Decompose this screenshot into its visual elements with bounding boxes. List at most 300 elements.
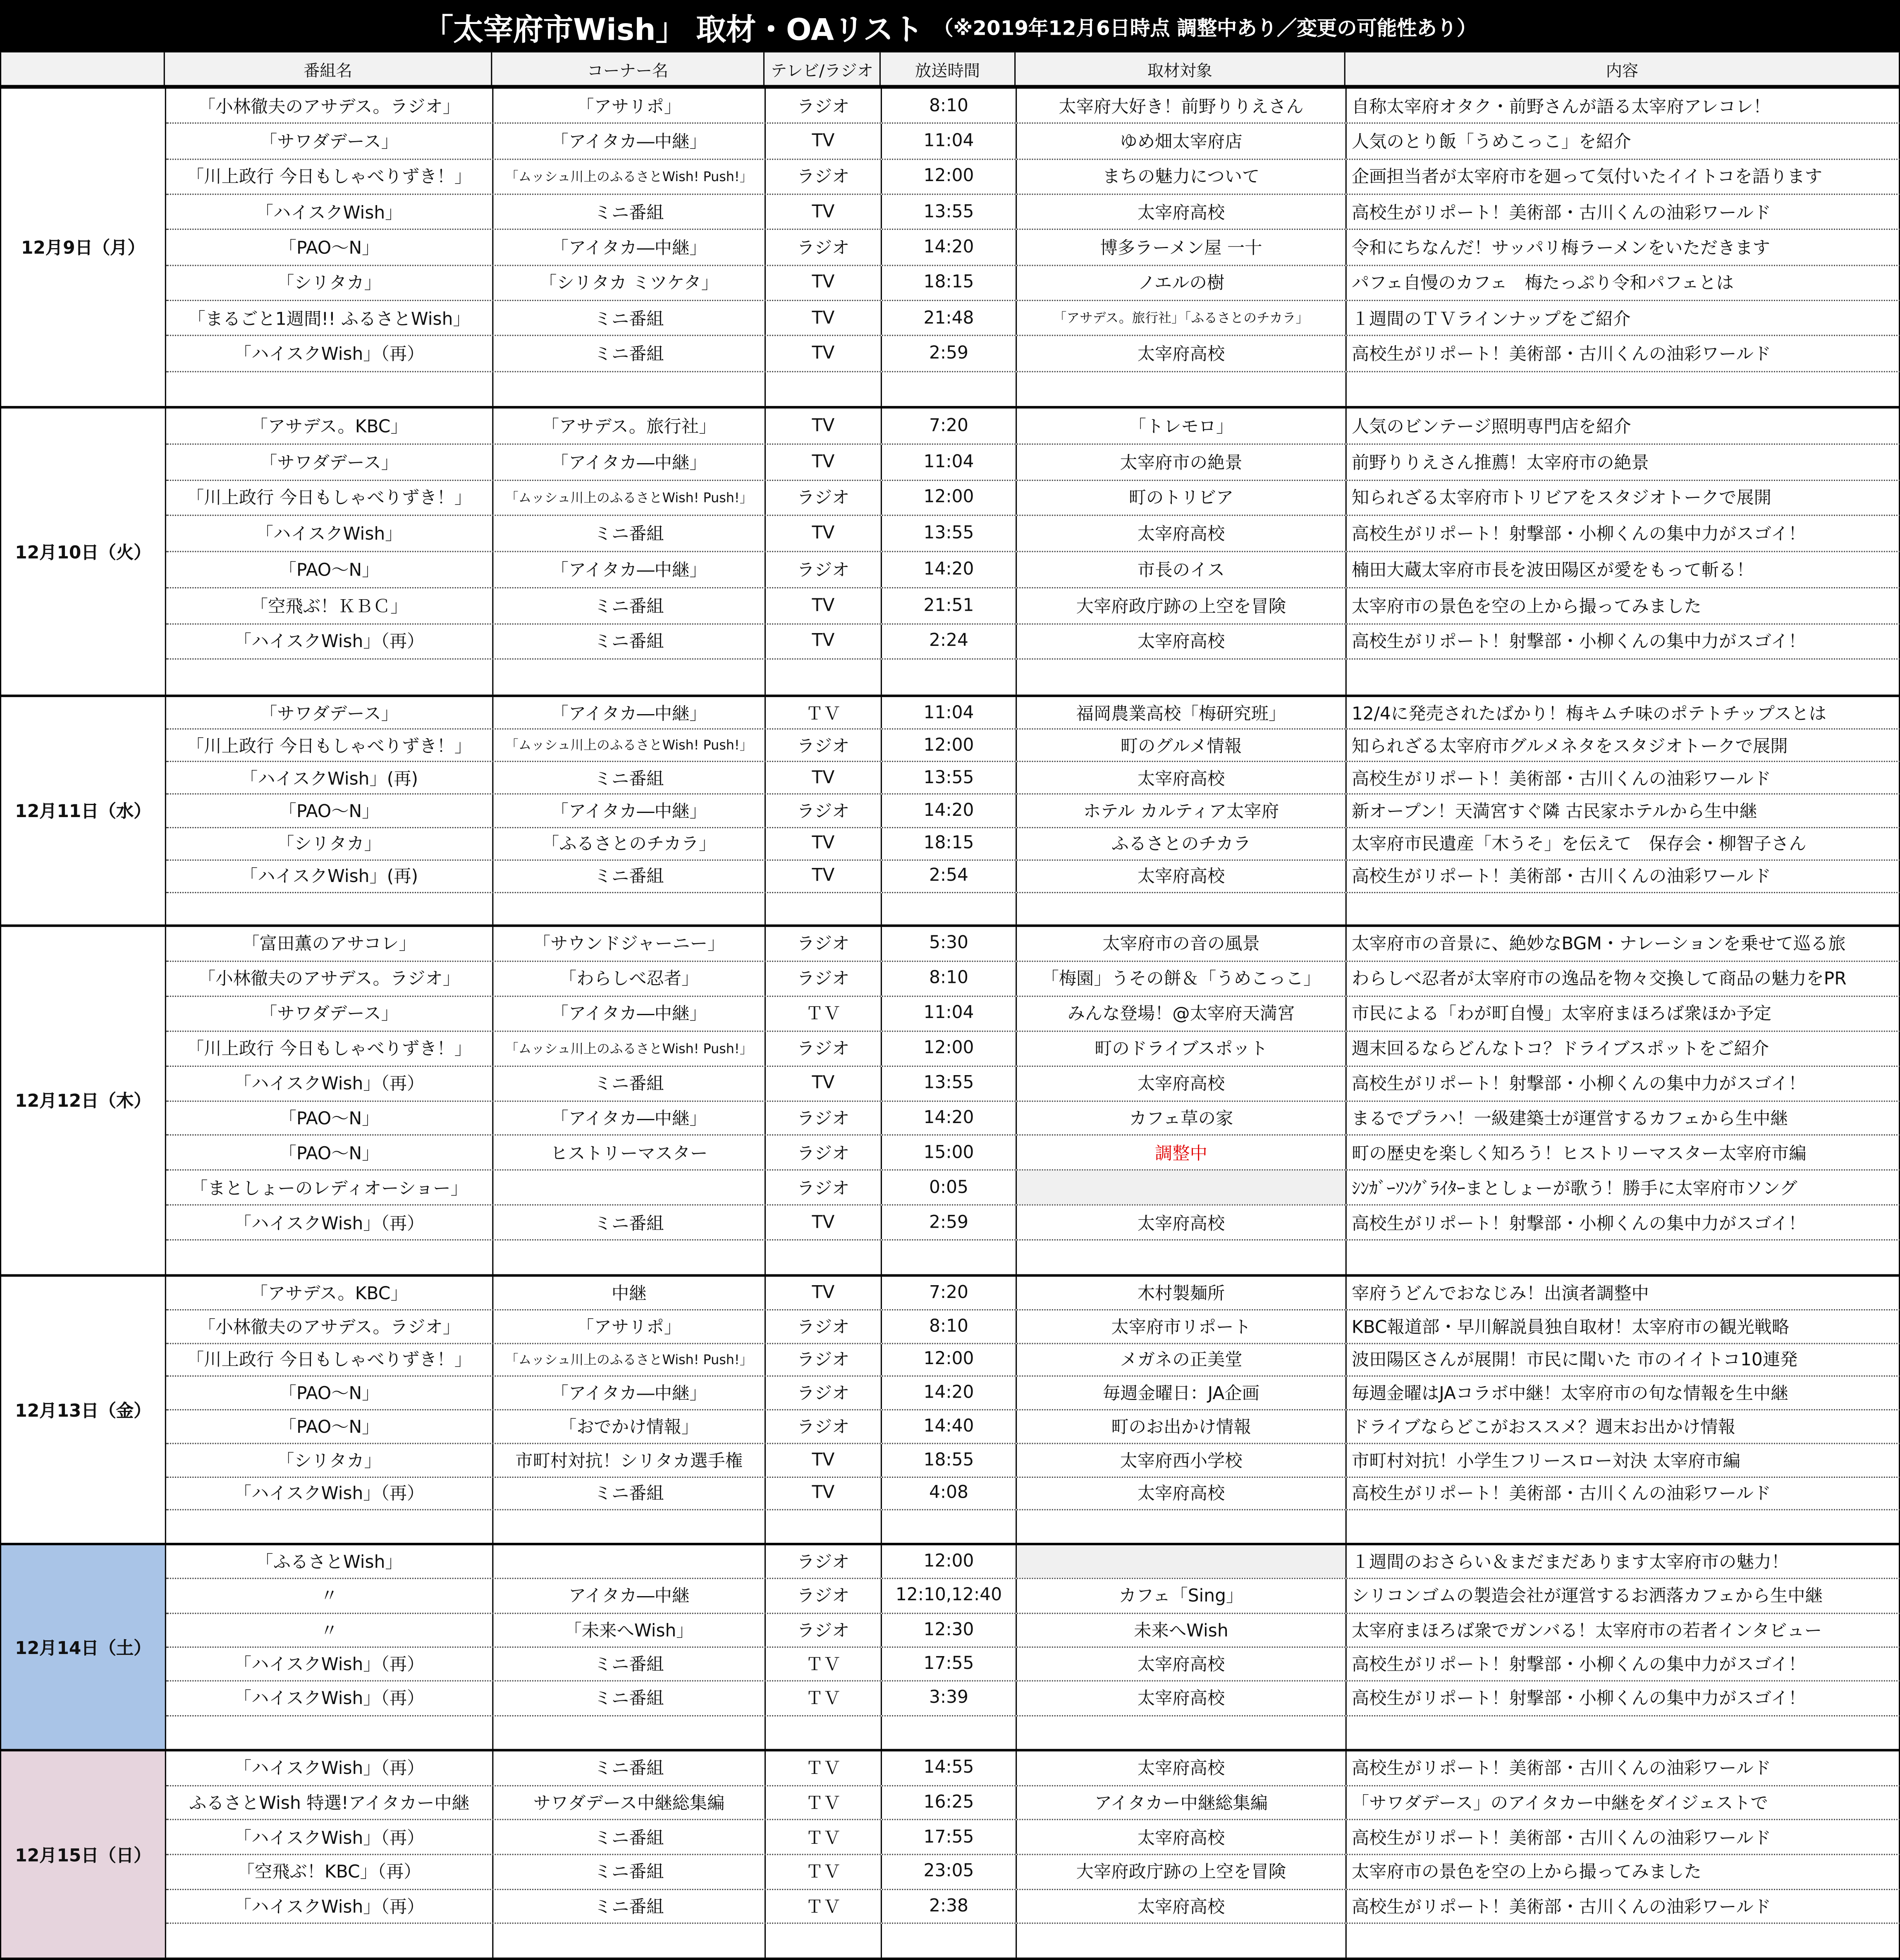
corner-cell: ミニ番組 [493,1206,766,1239]
airtime-cell: 14:20 [882,795,1017,827]
airtime-cell: 3:39 [882,1682,1017,1715]
program-cell: 「シリタカ」 [166,265,494,300]
content-cell: 太宰府市の景色を空の上から撮ってみました [1351,1863,1702,1883]
column-header-row [0,53,1900,89]
subject-cell: 太宰府市リポート [1017,1310,1347,1342]
airtime-cell: 12:00 [882,1545,1017,1578]
table-row [166,1343,1900,1377]
table-row [166,588,1900,624]
table-row [166,409,1900,445]
program-cell: 「サワダデース」 [166,445,494,479]
subject-cell: 太宰府高校 [1017,1477,1347,1509]
program-cell [166,1716,494,1749]
media-cell: ラジオ [766,1377,882,1409]
airtime-cell [882,1241,1017,1274]
table-row [166,301,1900,337]
airtime-cell: 12:00 [882,1343,1017,1376]
airtime-cell: 12:00 [882,1032,1017,1065]
corner-cell: ミニ番組 [493,516,766,551]
content-cell: 太宰府まほろば衆でガンバる！太宰府市の若者インタビュー [1351,1621,1822,1642]
table-row [166,1545,1900,1580]
content-cell: 太宰府市の音景に、絶妙なBGM・ナレーションを乗せて巡る旅 [1351,935,1846,955]
airtime-cell [882,660,1017,695]
table-row [166,1410,1900,1444]
program-cell: 「ハイスクWish」（再） [166,1752,494,1785]
content-cell: 高校生がリポート！美術部・古川くんの油彩ワールド [1351,1828,1771,1849]
program-cell: 「アサデス。KBC」 [166,409,494,443]
table-row [166,1277,1900,1310]
content-cell: 楠田大蔵太宰府市長を波田陽区が愛をもって斬る！ [1351,561,1754,581]
corner-cell: ミニ番組 [493,1821,766,1854]
program-cell: 「川上政行 今日もしゃべりずき！」 [166,1343,494,1376]
corner-cell: 「アイタカ―中継」 [493,997,766,1030]
media-cell: ＴＶ [766,1682,882,1715]
content-cell: 市町村対抗！小学生フリースロー対決 太宰府市編 [1351,1451,1741,1471]
subject-cell [1017,1241,1347,1274]
program-cell: 「サワダデース」 [166,697,494,729]
airtime-cell: 8:10 [882,1310,1017,1342]
content-cell: 高校生がリポート！射撃部・小柳くんの集中力がスゴイ！ [1351,632,1806,653]
media-cell: ＴＶ [766,997,882,1030]
subject-cell: 太宰府高校 [1017,195,1347,229]
airtime-cell: 23:05 [882,1855,1017,1888]
airtime-cell: 14:20 [882,1101,1017,1135]
corner-cell: 「アイタカ―中継」 [493,697,766,729]
table-row [166,660,1900,695]
table-row [166,762,1900,795]
content-cell: パフェ自慢のカフェ 梅たっぷり令和パフェとは [1351,274,1734,294]
table-row [166,1580,1900,1614]
table-row [166,337,1900,372]
content-cell: 町の歴史を楽しく知ろう！ヒストリーマスター太宰府市編 [1351,1144,1807,1164]
header-corner: コーナー名 [492,53,765,85]
media-cell: TV [766,516,882,551]
subject-cell [1017,893,1347,925]
subject-cell [1017,1511,1347,1543]
subject-cell: ふるさとのチカラ [1017,828,1347,859]
program-cell: 「ハイスクWish」(再) [166,762,494,794]
program-cell: 「PAO～N」 [166,552,494,587]
content-cell: 宰府うどんでおなじみ！出演者調整中 [1351,1284,1649,1304]
subject-cell: 太宰府高校 [1017,1821,1347,1854]
media-cell: ＴＶ [766,697,882,729]
corner-cell: 「アイタカ―中継」 [493,124,766,158]
media-cell: ＴＶ [766,1890,882,1923]
media-cell: TV [766,1066,882,1100]
subject-cell: ゆめ畑太宰府店 [1017,124,1347,158]
media-cell: TV [766,195,882,229]
corner-cell: ヒストリーマスター [493,1136,766,1170]
subject-cell: 太宰府大好き！前野りりえさん [1017,88,1347,123]
airtime-cell: 2:38 [882,1890,1017,1923]
subject-cell [1017,372,1347,406]
table-row [166,1682,1900,1716]
subject-cell: 太宰府高校 [1017,1752,1347,1785]
program-cell: 「ハイスクWish」 [166,195,494,229]
corner-cell: ミニ番組 [493,1855,766,1888]
content-cell: 知られざる太宰府市トリビアをスタジオトークで展開 [1351,489,1771,509]
airtime-cell [882,1924,1017,1958]
subject-cell: 町のドライブスポット [1017,1032,1347,1065]
corner-cell [493,660,766,695]
table-row [166,1786,1900,1821]
subject-cell: カフェ「Sing」 [1017,1580,1347,1613]
media-cell: TV [766,265,882,300]
day-group [0,1752,1900,1960]
sheet-title [0,0,1900,53]
table-row [166,1066,1900,1101]
table-row [166,1511,1900,1543]
table-row [166,860,1900,893]
corner-cell [493,1511,766,1543]
header-airtime: 放送時間 [881,53,1016,85]
subject-cell: アイタカー中継総集編 [1017,1786,1347,1819]
airtime-cell: 12:10,12:40 [882,1580,1017,1613]
corner-cell: ミニ番組 [493,1066,766,1100]
program-cell [166,1924,494,1958]
subject-cell: まちの魅力について [1017,160,1347,194]
media-cell: ラジオ [766,160,882,194]
airtime-cell: 7:20 [882,409,1017,443]
corner-cell: 「アイタカ―中継」 [493,230,766,265]
media-cell: TV [766,337,882,371]
media-cell: ラジオ [766,1613,882,1647]
subject-cell: 未来へWish [1017,1613,1347,1647]
content-cell: 高校生がリポート！美術部・古川くんの油彩ワールド [1351,769,1771,789]
table-row [166,795,1900,828]
airtime-cell [882,1511,1017,1543]
table-row [166,927,1900,962]
subject-cell: 太宰府市の絶景 [1017,445,1347,479]
date-cell: 12月15日（日） [1,1752,166,1958]
program-cell: 「ハイスクWish」（再） [166,1821,494,1854]
program-cell: 「ハイスクWish」（再） [166,337,494,371]
content-cell: 高校生がリポート！美術部・古川くんの油彩ワールド [1351,344,1771,365]
table-row [166,1752,1900,1786]
airtime-cell [882,372,1017,406]
content-cell: 自称太宰府オタク・前野さんが語る太宰府アレコレ！ [1351,97,1771,117]
content-cell: 知られざる太宰府市グルメネタをスタジオトークで展開 [1351,736,1788,757]
subject-cell: メガネの正美堂 [1017,1343,1347,1376]
table-row [166,1136,1900,1171]
airtime-cell: 18:55 [882,1444,1017,1476]
program-cell: 「ハイスクWish」(再) [166,860,494,892]
corner-cell: 「ムッシュ川上のふるさとWish! Push!」 [493,1032,766,1065]
media-cell: ラジオ [766,927,882,961]
airtime-cell: 8:10 [882,962,1017,995]
subject-cell: 太宰府高校 [1017,516,1347,551]
content-cell: 高校生がリポート！射撃部・小柳くんの集中力がスゴイ！ [1351,1689,1806,1710]
program-cell: 「川上政行 今日もしゃべりずき！」 [166,730,494,761]
subject-cell: 博多ラーメン屋 一十 [1017,230,1347,265]
program-cell: 「ハイスクWish」（再） [166,624,494,659]
subject-cell: 太宰府高校 [1017,337,1347,371]
table-row [166,1310,1900,1343]
date-cell: 12月12日（木） [1,927,166,1274]
program-cell [166,372,494,406]
header-program: 番組名 [165,53,492,85]
corner-cell: 「サウンドジャーニー」 [493,927,766,961]
corner-cell [493,1924,766,1958]
airtime-cell: 16:25 [882,1786,1017,1819]
content-cell: 新オープン！天満宮すぐ隣 古民家ホテルから生中継 [1351,802,1757,822]
airtime-cell: 11:04 [882,124,1017,158]
content-cell: 人気のビンテージ照明専門店を紹介 [1351,417,1631,437]
media-cell: ラジオ [766,88,882,123]
program-cell: 「サワダデース」 [166,124,494,158]
media-cell [766,1511,882,1543]
program-cell: 「空飛ぶ！KBC」（再） [166,1855,494,1888]
day-group [0,409,1900,697]
content-cell [1347,1511,1900,1543]
airtime-cell: 5:30 [882,927,1017,961]
content-cell: わらしべ忍者が太宰府市の逸品を物々交換して商品の魅力をPR [1351,970,1847,990]
date-cell: 12月9日（月） [1,88,166,406]
content-cell: １週間のＴＶラインナップをご紹介 [1351,309,1631,330]
content-cell: 令和にちなんだ！サッパリ梅ラーメンをいただきます [1351,238,1770,259]
table-row [166,124,1900,160]
program-cell: 「空飛ぶ！ＫＢＣ」 [166,588,494,623]
subject-cell [1017,1171,1347,1205]
program-cell: 「PAO～N」 [166,795,494,827]
media-cell: ラジオ [766,1343,882,1376]
subject-cell: 太宰府高校 [1017,624,1347,659]
corner-cell: 中継 [493,1277,766,1309]
corner-cell: 「アサデス。旅行社」 [493,409,766,443]
corner-cell: ミニ番組 [493,762,766,794]
subject-cell: 太宰府市の音の風景 [1017,927,1347,961]
airtime-cell: 13:55 [882,516,1017,551]
schedule-body [0,88,1900,1960]
media-cell: ＴＶ [766,1752,882,1785]
corner-cell: ミニ番組 [493,1648,766,1681]
table-row [166,160,1900,195]
content-cell: シリコンゴムの製造会社が運営するお洒落カフェから生中継 [1351,1587,1823,1607]
corner-cell [493,1545,766,1578]
corner-cell: 「ムッシュ川上のふるさとWish! Push!」 [493,160,766,194]
media-cell: ラジオ [766,1545,882,1578]
subject-cell: 太宰府高校 [1017,1648,1347,1681]
media-cell: TV [766,588,882,623]
media-cell [766,372,882,406]
media-cell: TV [766,445,882,479]
airtime-cell: 12:00 [882,160,1017,194]
table-row [166,230,1900,266]
corner-cell: ミニ番組 [493,337,766,371]
airtime-cell: 14:55 [882,1752,1017,1785]
content-cell [1347,1241,1900,1274]
header-date [0,53,165,85]
program-cell: 「川上政行 今日もしゃべりずき！」 [166,1032,494,1065]
content-cell: 企画担当者が太宰府市を廻って気付いたイイトコを語ります [1351,167,1823,188]
program-cell: 「川上政行 今日もしゃべりずき！」 [166,160,494,194]
media-cell: ラジオ [766,230,882,265]
program-cell: 「小林徹夫のアサデス。ラジオ」 [166,962,494,995]
media-cell: ＴＶ [766,1855,882,1888]
content-cell: まるでプラハ！一級建築士が運営するカフェから生中継 [1351,1109,1788,1130]
day-group [0,927,1900,1277]
corner-cell [493,1171,766,1205]
corner-cell: 「アサリポ」 [493,1310,766,1342]
program-cell: 「シリタカ」 [166,1444,494,1476]
subject-cell: 「トレモロ」 [1017,409,1347,443]
program-cell: 「ハイスクWish」（再） [166,1477,494,1509]
media-cell: TV [766,1206,882,1239]
content-cell: 高校生がリポート！美術部・古川くんの油彩ワールド [1351,203,1771,223]
media-cell: TV [766,124,882,158]
subject-cell: 町のお出かけ情報 [1017,1410,1347,1443]
corner-cell: 「アイタカ―中継」 [493,445,766,479]
table-row [166,265,1900,301]
subject-cell: 毎週金曜日：JA企画 [1017,1377,1347,1409]
program-cell: 「ハイスクWish」 [166,516,494,551]
program-cell: 「PAO～N」 [166,230,494,265]
content-cell: 高校生がリポート！射撃部・小柳くんの集中力がスゴイ！ [1351,525,1806,545]
media-cell: ラジオ [766,552,882,587]
airtime-cell: 18:15 [882,828,1017,859]
media-cell: TV [766,1444,882,1476]
media-cell: ラジオ [766,480,882,515]
subject-cell [1017,1924,1347,1958]
corner-cell: サワダデース中継総集編 [493,1786,766,1819]
airtime-cell: 18:15 [882,265,1017,300]
table-row [166,1716,1900,1749]
subject-cell: 太宰府西小学校 [1017,1444,1347,1476]
airtime-cell: 0:05 [882,1171,1017,1205]
program-cell: 「まるごと1週間!! ふるさとWish」 [166,301,494,335]
program-cell [166,1241,494,1274]
corner-cell: ミニ番組 [493,1477,766,1509]
program-cell: ふるさとWish 特選!アイタカー中継 [166,1786,494,1819]
subject-cell: 太宰府高校 [1017,1206,1347,1239]
corner-cell: 市町村対抗！シリタカ選手権 [493,1444,766,1476]
corner-cell: 「ムッシュ川上のふるさとWish! Push!」 [493,1343,766,1376]
table-row [166,828,1900,860]
media-cell: ラジオ [766,962,882,995]
program-cell: 〃 [166,1580,494,1613]
program-cell: 「ハイスクWish」（再） [166,1648,494,1681]
media-cell: ラジオ [766,1410,882,1443]
content-cell: ドライブならどこがおススメ？週末お出かけ情報 [1351,1417,1735,1438]
corner-cell: 「ムッシュ川上のふるさとWish! Push!」 [493,730,766,761]
media-cell: TV [766,828,882,859]
airtime-cell: 17:55 [882,1821,1017,1854]
table-row [166,1206,1900,1241]
corner-cell [493,1716,766,1749]
table-row [166,1890,1900,1924]
airtime-cell: 21:48 [882,301,1017,335]
media-cell [766,1716,882,1749]
airtime-cell: 14:20 [882,1377,1017,1409]
content-cell [1347,372,1900,406]
subject-cell: 町のグルメ情報 [1017,730,1347,761]
content-cell [1347,893,1900,925]
airtime-cell: 12:30 [882,1613,1017,1647]
table-row [166,516,1900,552]
program-cell: 「PAO～N」 [166,1377,494,1409]
media-cell: ラジオ [766,1101,882,1135]
airtime-cell: 13:55 [882,762,1017,794]
header-content: 内容 [1346,53,1900,85]
content-cell: KBC報道部・早川解説員独自取材！太宰府市の観光戦略 [1351,1317,1790,1338]
content-cell: 波田陽区さんが展開！市民に聞いた 市のイイトコ10連発 [1351,1350,1798,1371]
program-cell: 「ハイスクWish」（再） [166,1682,494,1715]
content-cell: ｼﾝｶﾞｰｿﾝｸﾞﾗｲﾀｰまとしょーが歌う！勝手に太宰府市ソング [1351,1179,1797,1199]
media-cell: TV [766,1277,882,1309]
corner-cell: ミニ番組 [493,1682,766,1715]
corner-cell: 「未来へWish」 [493,1613,766,1647]
corner-cell: ミニ番組 [493,860,766,892]
subject-cell: 太宰府高校 [1017,860,1347,892]
airtime-cell: 2:24 [882,624,1017,659]
media-cell: TV [766,624,882,659]
program-cell [166,660,494,695]
media-cell: ＴＶ [766,1648,882,1681]
media-cell [766,1241,882,1274]
corner-cell: 「アイタカ―中継」 [493,795,766,827]
content-cell: 市民による「わが町自慢」太宰府まほろば衆ほか予定 [1351,1004,1771,1025]
day-group [0,697,1900,927]
media-cell: TV [766,409,882,443]
program-cell: 「ハイスクWish」（再） [166,1890,494,1923]
program-cell: 「PAO～N」 [166,1136,494,1170]
content-cell: 高校生がリポート！射撃部・小柳くんの集中力がスゴイ！ [1351,1214,1806,1234]
subject-cell: 太宰府高校 [1017,1682,1347,1715]
corner-cell: 「わらしべ忍者」 [493,962,766,995]
corner-cell: 「アイタカ―中継」 [493,1377,766,1409]
media-cell: ラジオ [766,1032,882,1065]
media-cell: ラジオ [766,1136,882,1170]
corner-cell [493,893,766,925]
airtime-cell: 12:00 [882,730,1017,761]
subject-cell: 町のトリビア [1017,480,1347,515]
date-cell: 12月10日（火） [1,409,166,695]
subject-cell: みんな登場！@太宰府天満宮 [1017,997,1347,1030]
corner-cell: 「アイタカ―中継」 [493,552,766,587]
media-cell: ラジオ [766,795,882,827]
table-row [166,195,1900,230]
header-subject: 取材対象 [1016,53,1346,85]
subject-cell [1017,1716,1347,1749]
table-row [166,962,1900,997]
content-cell: 「サワダデース」のアイタカー中継をダイジェストで [1351,1794,1768,1814]
table-row [166,1101,1900,1136]
subject-cell: ノエルの樹 [1017,265,1347,300]
airtime-cell: 11:04 [882,697,1017,729]
subject-cell: 市長のイス [1017,552,1347,587]
airtime-cell: 2:59 [882,1206,1017,1239]
media-cell [766,893,882,925]
corner-cell: ミニ番組 [493,1890,766,1923]
corner-cell: 「シリタカ ミツケタ」 [493,265,766,300]
title-main: 「太宰府市Wish」 取材・OAリスト [423,12,923,47]
table-row [166,1241,1900,1274]
table-row [166,445,1900,480]
subject-cell: 太宰府高校 [1017,1890,1347,1923]
subject-cell: 調整中 [1017,1136,1347,1170]
table-row [166,88,1900,124]
program-cell: 「ハイスクWish」（再） [166,1066,494,1100]
table-row [166,1171,1900,1206]
table-row [166,730,1900,762]
content-cell: 高校生がリポート！射撃部・小柳くんの集中力がスゴイ！ [1351,1074,1806,1095]
table-row [166,1821,1900,1855]
corner-cell: ミニ番組 [493,624,766,659]
airtime-cell: 17:55 [882,1648,1017,1681]
table-row [166,997,1900,1031]
table-row [166,1613,1900,1648]
corner-cell: 「アサリポ」 [493,88,766,123]
